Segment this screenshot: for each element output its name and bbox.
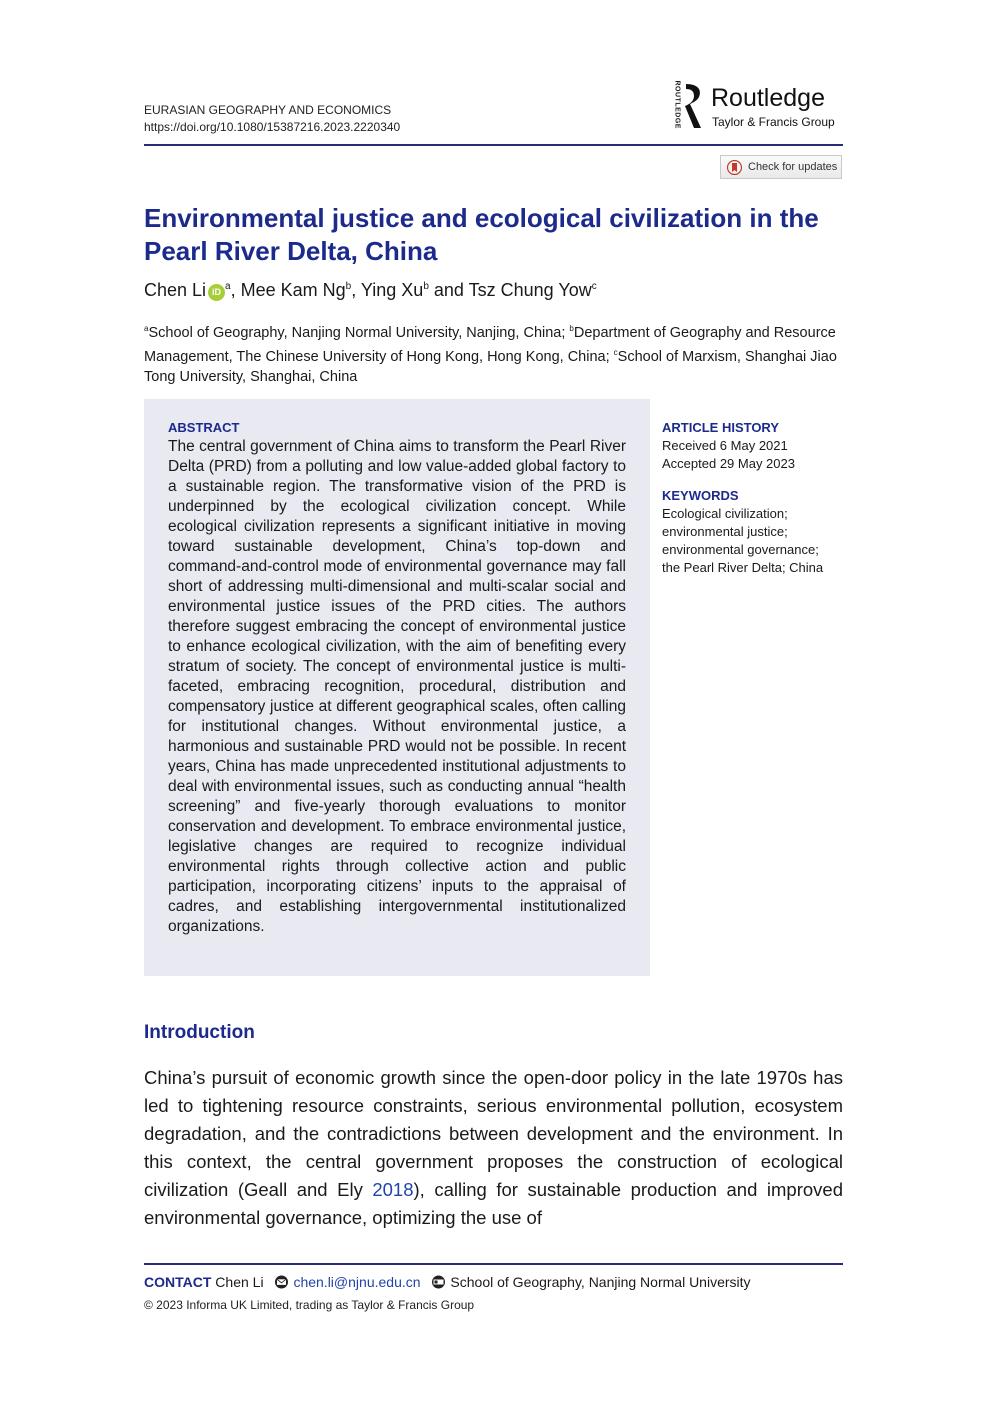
accepted-date: Accepted 29 May 2023 [662,456,795,471]
affiliation-mark: b [569,324,574,333]
footer-divider [144,1263,843,1265]
contact-label: CONTACT [144,1274,212,1290]
journal-name: EURASIAN GEOGRAPHY AND ECONOMICS [144,103,392,117]
header-divider [144,144,843,146]
publisher-group: Taylor & Francis Group [712,115,835,129]
author-name[interactable]: Ying Xu [360,280,424,300]
author-list: Chen Li iD $^a$, Mee Kam Ng$^b$, Ying Xu$^b$ and Tsz Chung Yow$^c$ [144,280,597,300]
contact-email-link[interactable]: chen.li@njnu.edu.cn [293,1274,421,1290]
affiliation-mark: a [144,324,149,333]
affiliation-mark: c [613,347,618,357]
citation-link[interactable]: 2018 [372,1179,414,1200]
author-name[interactable]: Tsz Chung Yow [468,280,592,300]
article-title: Environmental justice and ecological civilization in the Pearl River Delta, China [144,203,819,266]
keywords-heading: KEYWORDS [662,488,739,503]
affiliations [144,319,844,387]
introduction-text: China’s pursuit of economic growth since the open-door policy in the late 1970s has led to tightening resource constraints, serious environmental pollution, ecosystem degradation, and the contradictions between development and the environment. In this context, the central government proposes the construction of ecological civilization (Geall and Ely 2018), calling for sustainable production and improved environmental governance, optimizing the use of [144,1067,843,1228]
introduction-heading: Introduction [144,1022,255,1043]
address-card-icon [430,1275,447,1289]
affiliation-text: Department of Geography and Resource Management, The Chinese University of Hong Kong, Hong Kong, China; [144,324,836,365]
affiliation-text: School of Marxism, Shanghai Jiao Tong University, Shanghai, China [144,348,837,385]
contact-address: School of Geography, Nanjing Normal University [450,1274,751,1290]
abstract-text: The central government of China aims to transform the Pearl River Delta (PRD) from a polluting and low value-added global factory to a sustainable region. The transformative vision of the PRD is underpinned by the ecological civilization concept. While ecological civilization represents a significant initiative in moving toward sustainable development, China’s top-down and command-and-control mode of environmental governance may fall short of addressing multi-dimensional and multi-scalar social and environmental justice issues of the PRD cities. The authors therefore suggest embracing the concept of environmental justice to enhance ecological civilization, with the aim of benefiting every stratum of society. The concept of environmental justice is multifaceted, embracing recognition, procedural, distribution and compensatory justice at different geographical scales, often calling for institutional changes. Without environmental justice, a harmonious and sustainable PRD would not be possible. In recent years, China has made unprecedented institutional adjustments to deal with environmental issues, such as conducting annual “health screening” and five-yearly thorough evaluations to monitor conservation and development. To embrace environmental justice, legislative changes are required to recognize individual environmental rights through collective action and public participation, incorporating citizens’ inputs to the appraisal of cadres, and establishing intergovernmental institutionalized organizations. [168,438,626,935]
author-name[interactable]: Mee Kam Ng [240,280,346,300]
abstract-heading: ABSTRACT [168,420,240,435]
envelope-icon [273,1275,290,1289]
journal-info [144,102,400,136]
author-name[interactable]: Chen Li [144,280,207,300]
publisher-name: Routledge [711,84,825,112]
routledge-mark-icon [682,82,704,130]
received-date: Received 6 May 2021 [662,438,788,453]
check-for-updates-button[interactable] [720,155,842,179]
author-affiliation-mark: c [591,281,597,292]
keyword-line: environmental governance; [662,542,819,557]
affiliation-text: School of Geography, Nanjing Normal University, Nanjing, China; [148,324,570,341]
article-sidebar [662,419,846,577]
contact-line [144,1274,751,1290]
orcid-icon[interactable]: iD [208,284,225,301]
author-affiliation-mark: b [423,281,429,292]
author-connector: and [433,280,464,300]
publisher-logo[interactable] [668,82,844,132]
doi-link[interactable]: https://doi.org/10.1080/15387216.2023.2220340 [144,120,401,134]
contact-name: Chen Li [215,1274,264,1290]
keyword-line: Ecological civilization; [662,506,788,521]
author-affiliation-mark: a [225,281,231,292]
keyword-line: the Pearl River Delta; China [662,560,824,575]
article-history-heading: ARTICLE HISTORY [662,420,780,435]
publisher-vertical-text: ROUTLEDGE [673,80,681,129]
author-affiliation-mark: b [345,281,352,292]
copyright-notice: © 2023 Informa UK Limited, trading as Taylor & Francis Group [144,1298,475,1312]
check-updates-label: Check for updates [748,161,838,173]
abstract-box [144,399,650,976]
check-updates-icon [727,160,742,175]
keyword-line: environmental justice; [662,524,788,539]
